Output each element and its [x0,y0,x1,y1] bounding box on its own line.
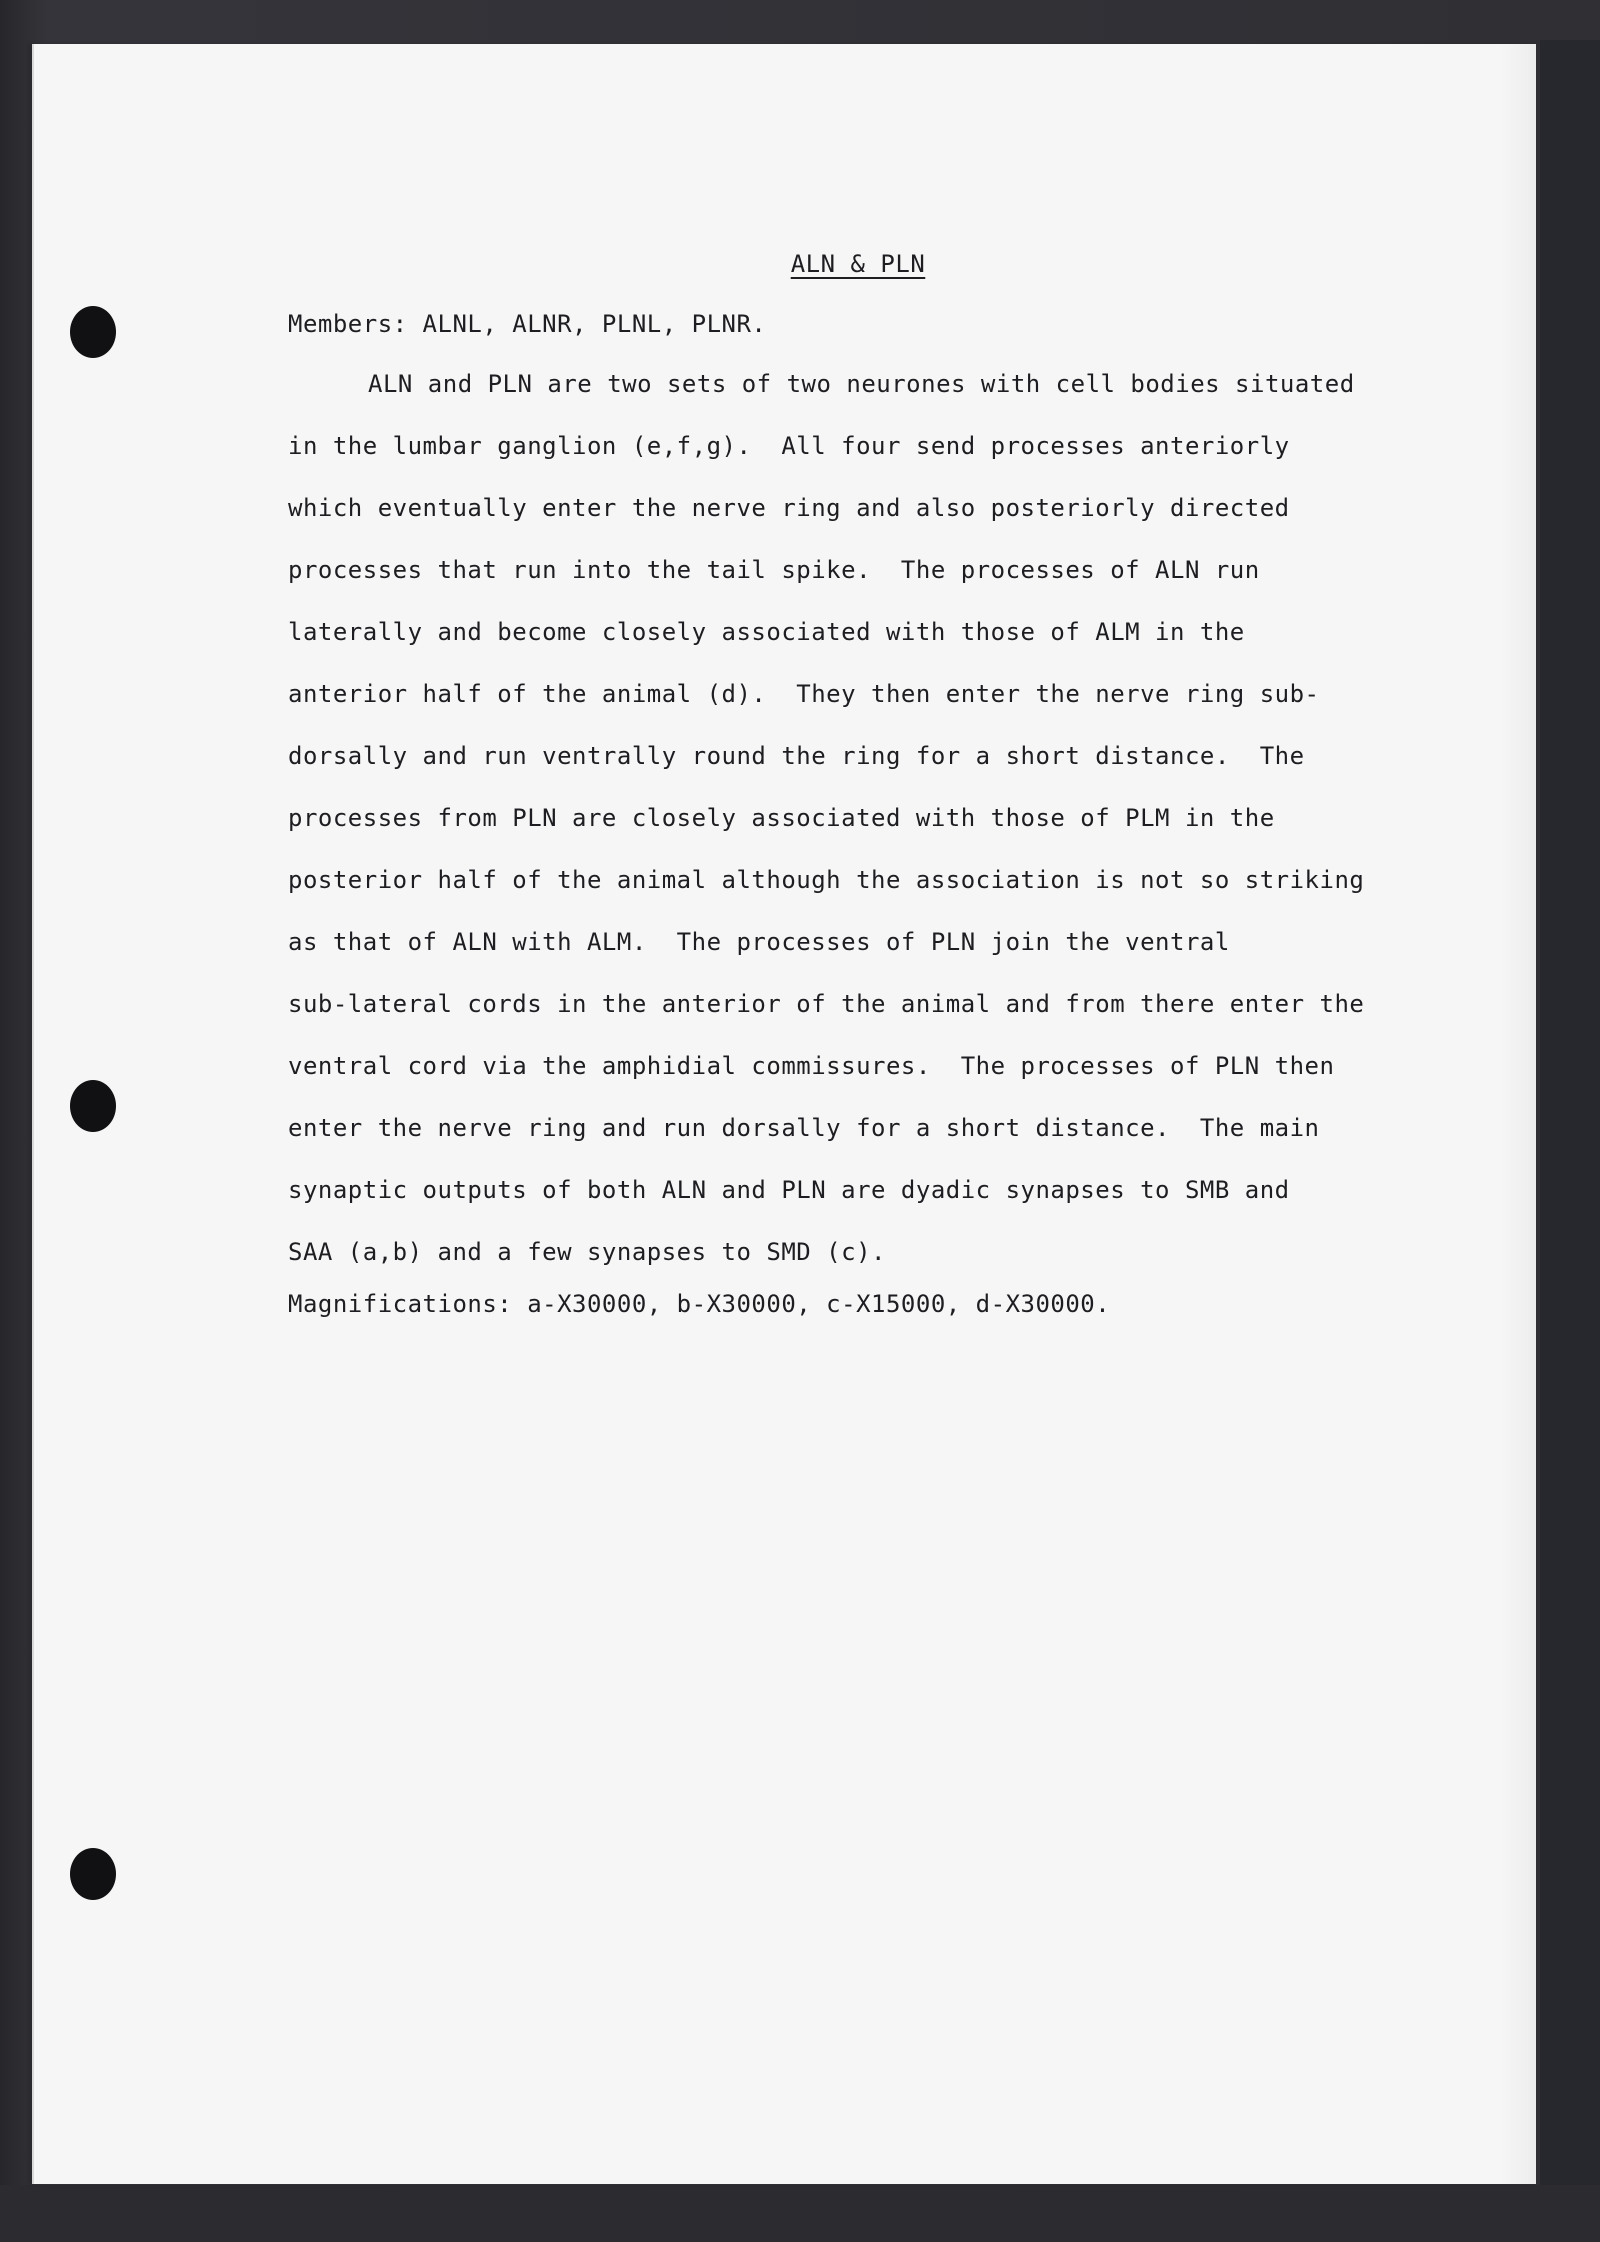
paragraph-line: processes from PLN are closely associated with those of PLM in the [288,804,1275,832]
paragraph-line: synaptic outputs of both ALN and PLN are dyadic synapses to SMB and [288,1176,1290,1204]
paragraph-line: ventral cord via the amphidial commissures. The processes of PLN then [288,1052,1335,1080]
scan-background-bottom [0,2185,1600,2242]
paragraph-line: sub-lateral cords in the anterior of the animal and from there enter the [288,990,1365,1018]
paper-shadow [1500,44,1536,2184]
scan-background-edge [1540,40,1600,2242]
punch-hole-bottom [70,1848,116,1900]
magnifications-line: Magnifications: a-X30000, b-X30000, c-X15000, d-X30000. [288,1290,1111,1318]
paragraph-line: posterior half of the animal although the association is not so striking [288,866,1365,894]
paragraph-line: SAA (a,b) and a few synapses to SMD (c). [288,1238,886,1266]
body-paragraph [288,364,1428,1294]
page-title: ALN & PLN [790,250,926,278]
punch-hole-middle [70,1080,116,1132]
paragraph-line: ALN and PLN are two sets of two neurones with cell bodies situated [368,370,1355,398]
members-line: Members: ALNL, ALNR, PLNL, PLNR. [288,310,767,338]
paragraph-line: anterior half of the animal (d). They then enter the nerve ring sub- [288,680,1320,708]
paragraph-line: enter the nerve ring and run dorsally for a short distance. The main [288,1114,1320,1142]
paragraph-line: laterally and become closely associated with those of ALM in the [288,618,1245,646]
paragraph-line: as that of ALN with ALM. The processes of PLN join the ventral [288,928,1230,956]
paragraph-line: processes that run into the tail spike. The processes of ALN run [288,556,1260,584]
punch-hole-top [70,306,116,358]
paragraph-line: which eventually enter the nerve ring and also posteriorly directed [288,494,1290,522]
paragraph-line: in the lumbar ganglion (e,f,g). All four send processes anteriorly [288,432,1290,460]
paragraph-line: dorsally and run ventrally round the ring for a short distance. The [288,742,1305,770]
typed-text-block [288,244,1428,1324]
